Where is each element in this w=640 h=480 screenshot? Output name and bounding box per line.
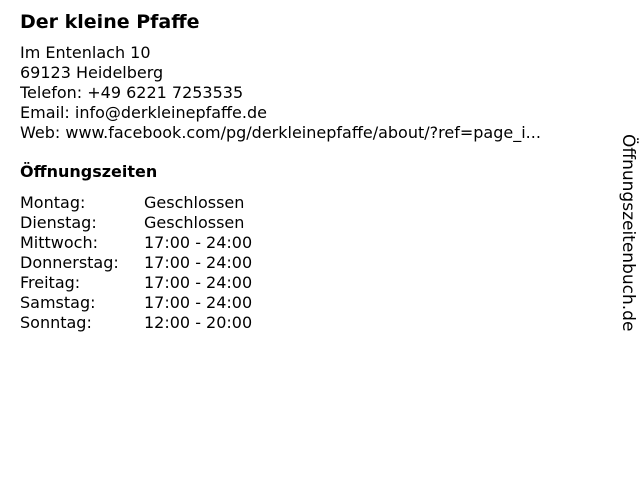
business-name: Der kleine Pfaffe [20,11,200,33]
hours-row [20,253,252,273]
day-label: Freitag: [20,273,81,292]
site-watermark: Öffnungszeitenbuch.de [618,134,638,332]
phone-line: Telefon: +49 6221 7253535 [20,83,244,102]
day-label: Montag: [20,193,86,212]
time-value: 17:00 - 24:00 [144,253,253,272]
time-value: 17:00 - 24:00 [144,293,253,312]
opening-hours-heading: Öffnungszeiten [20,162,158,181]
hours-row [20,233,252,253]
street-line: Im Entenlach 10 [20,43,151,62]
address-block [20,43,600,143]
time-value: Geschlossen [144,213,245,232]
time-value: 12:00 - 20:00 [144,313,253,332]
time-value: Geschlossen [144,193,245,212]
opening-hours-table [20,193,252,333]
hours-row [20,273,252,293]
time-value: 17:00 - 24:00 [144,233,253,252]
time-value: 17:00 - 24:00 [144,273,253,292]
web-line: Web: www.facebook.com/pg/derkleinepfaffe/about/?ref=page_i... [20,123,541,142]
day-label: Dienstag: [20,213,97,232]
day-label: Sonntag: [20,313,92,332]
hours-row [20,213,252,233]
day-label: Samstag: [20,293,96,312]
day-label: Donnerstag: [20,253,119,272]
day-label: Mittwoch: [20,233,98,252]
business-card [20,10,600,333]
email-line: Email: info@derkleinepfaffe.de [20,103,267,122]
city-line: 69123 Heidelberg [20,63,164,82]
hours-row [20,193,252,213]
hours-row [20,313,252,333]
hours-row [20,293,252,313]
